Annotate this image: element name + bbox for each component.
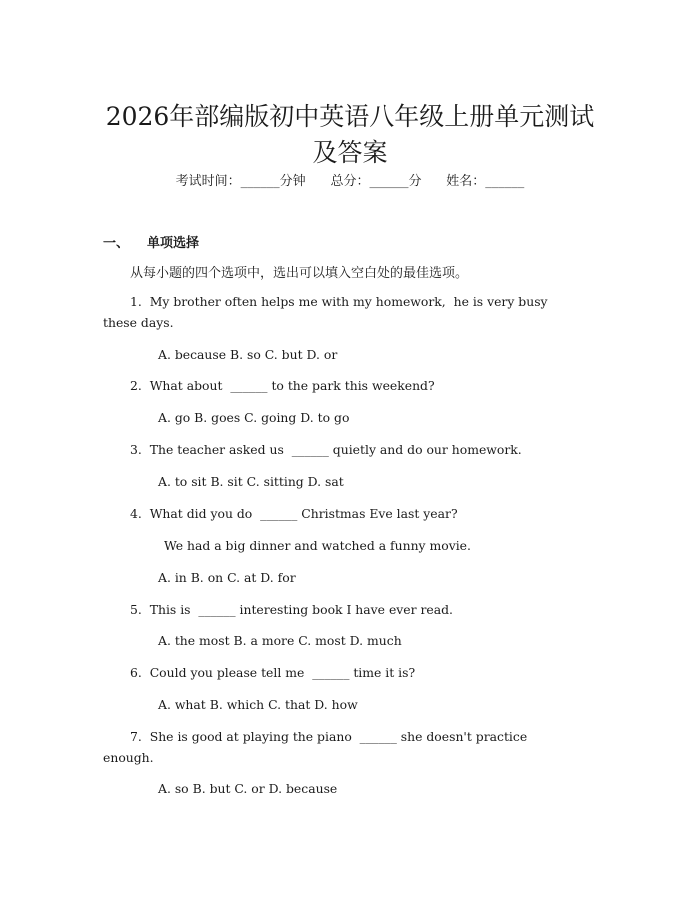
student-name-label: 姓名：______ — [446, 174, 525, 189]
question-1-text: 1. My brother often helps me with my homework, he is very busy — [130, 294, 548, 309]
exam-meta — [0, 170, 700, 189]
question-6-text: 6. Could you please tell me ______ time it is? — [130, 665, 416, 680]
question-1-text-continued: these days. — [103, 315, 174, 330]
section-title: 单项选择 — [147, 236, 200, 251]
question-6-options: A. what B. which C. that D. how — [158, 697, 358, 712]
question-5-text: 5. This is ______ interesting book I have ever read. — [130, 602, 453, 617]
question-3-text: 3. The teacher asked us ______ quietly and do our homework. — [130, 442, 522, 457]
question-7-text: 7. She is good at playing the piano ______ she doesn't practice — [130, 729, 528, 744]
question-4-dialogue-reply: We had a big dinner and watched a funny movie. — [164, 538, 471, 553]
section-number: 一、 — [103, 236, 130, 251]
question-2-options: A. go B. goes C. going D. to go — [158, 410, 350, 425]
question-1-options: A. because B. so C. but D. or — [158, 347, 338, 362]
question-3-options: A. to sit B. sit C. sitting D. sat — [158, 474, 344, 489]
question-7-text-continued: enough. — [103, 750, 154, 765]
title-line-1: 2026年部编版初中英语八年级上册单元测试 — [105, 101, 595, 131]
question-4-text: 4. What did you do ______ Christmas Eve last year? — [130, 506, 458, 521]
total-score-label: 总分：______分 — [330, 174, 422, 189]
section-heading — [103, 232, 199, 251]
page-title — [60, 99, 640, 171]
title-line-2: 及答案 — [312, 137, 388, 167]
section-instruction: 从每小题的四个选项中，选出可以填入空白处的最佳选项。 — [130, 266, 469, 281]
question-4-options: A. in B. on C. at D. for — [158, 570, 296, 585]
question-7-options: A. so B. but C. or D. because — [158, 781, 338, 796]
question-5-options: A. the most B. a more C. most D. much — [158, 633, 402, 648]
question-2-text: 2. What about ______ to the park this weekend? — [130, 378, 435, 393]
exam-time-label: 考试时间：______分钟 — [175, 174, 306, 189]
